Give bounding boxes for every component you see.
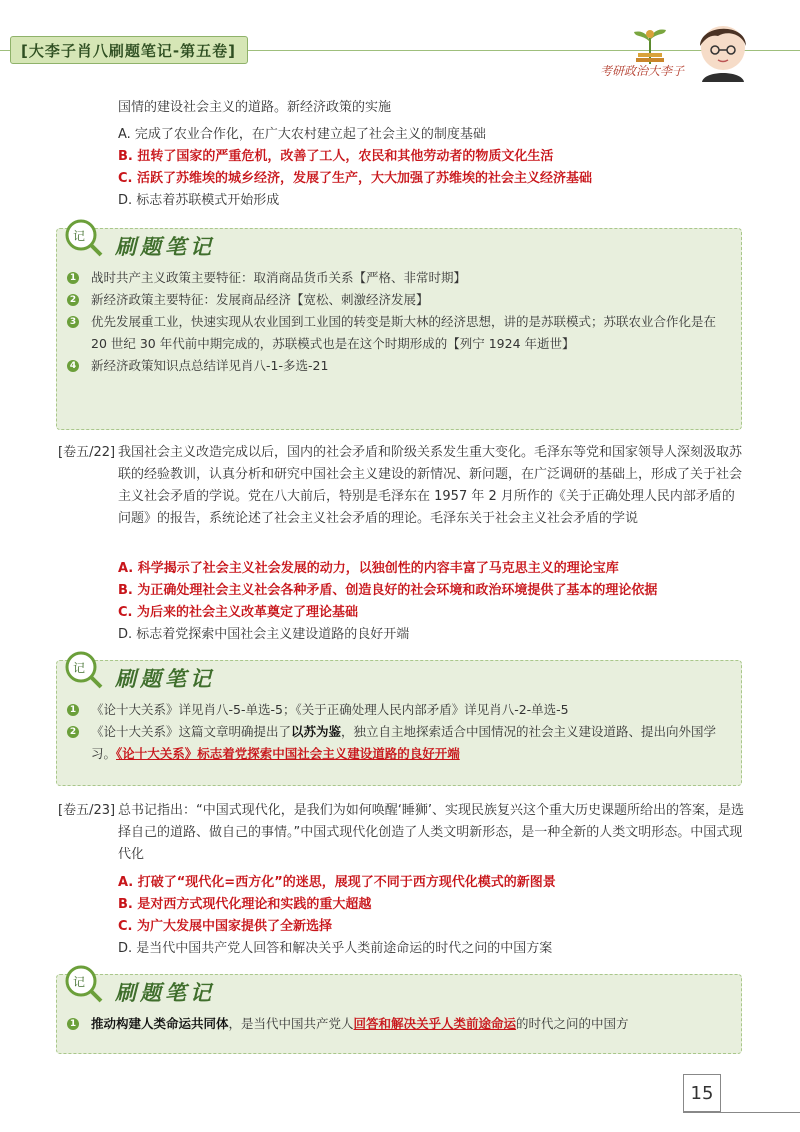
note-item bbox=[67, 289, 725, 311]
svg-text:记: 记 bbox=[73, 229, 86, 243]
note-item-text: 优先发展重工业，快速实现从农业国到工业国的转变是斯大林的经济思想，讲的是苏联模式；苏联农业合作化是在 20 世纪 30 年代前中期完成的，苏联模式也是在这个时期形成的【列宁 1924 年逝世】 bbox=[91, 314, 717, 351]
note-item-text: 《论十大关系》详见肖八-5-单选-5；《关于正确处理人民内部矛盾》详见肖八-2-单选-5 bbox=[91, 702, 569, 717]
question-stem: 总书记指出：“中国式现代化，是我们为如何唤醒‘睡狮’、实现民族复兴这个重大历史课题所给出的答案，是选择自己的道路、做自己的事情。”中国式现代化创造了人类文明新形态，是一种全新的人类文明形态。中国式现代化 bbox=[118, 803, 745, 862]
answer-option: C. 为后来的社会主义改革奠定了理论基础 bbox=[118, 605, 359, 620]
magnifier-note-icon bbox=[63, 217, 105, 259]
note-item-text: 战时共产主义政策主要特征：取消商品货币关系【严格、非常时期】 bbox=[91, 270, 467, 285]
study-note-box-2 bbox=[56, 660, 742, 786]
answer-option: B. 是对西方式现代化理论和实践的重大超越 bbox=[118, 897, 372, 912]
answer-option: D. 标志着苏联模式开始形成 bbox=[118, 193, 280, 208]
bullet-2-icon: 2 bbox=[67, 294, 79, 306]
footer-rule bbox=[683, 1112, 800, 1113]
note-text-lead: 《论十大关系》这篇文章明确提出了 bbox=[91, 724, 292, 739]
note-text-tail: 的时代之问的中国方 bbox=[516, 1016, 629, 1031]
note-item bbox=[67, 355, 725, 377]
note-item bbox=[67, 699, 725, 721]
question-number: [卷五/23] bbox=[58, 803, 116, 818]
study-note-box-1 bbox=[56, 228, 742, 430]
note-highlight: 回答和解决关乎人类前途命运 bbox=[353, 1016, 517, 1031]
note-title: 刷题笔记 bbox=[115, 235, 215, 259]
bullet-1-icon: 1 bbox=[67, 272, 79, 284]
bullet-2-icon: 2 bbox=[67, 726, 79, 738]
page-number: 15 bbox=[683, 1074, 721, 1112]
question-22 bbox=[58, 442, 744, 530]
note-title: 刷题笔记 bbox=[115, 667, 215, 691]
author-avatar-icon bbox=[688, 12, 758, 82]
note-item-text: 新经济政策知识点总结详见肖八-1-多选-21 bbox=[91, 358, 329, 373]
note-item bbox=[67, 1013, 725, 1035]
bullet-3-icon: 3 bbox=[67, 316, 79, 328]
bullet-1-icon: 1 bbox=[67, 1018, 79, 1030]
question-23 bbox=[58, 800, 744, 866]
answer-option: B. 为正确处理社会主义社会各种矛盾、创造良好的社会环境和政治环境提供了基本的理论依据 bbox=[118, 583, 658, 598]
note-keyword: 推动构建人类命运共同体 bbox=[91, 1016, 229, 1031]
note-title: 刷题笔记 bbox=[115, 981, 215, 1005]
q21-options bbox=[118, 124, 592, 212]
answer-option: B. 扭转了国家的严重危机，改善了工人，农民和其他劳动者的物质文化生活 bbox=[118, 149, 554, 164]
answer-option: D. 是当代中国共产党人回答和解决关乎人类前途命运的时代之问的中国方案 bbox=[118, 941, 553, 956]
book-title-banner: [大李子肖八刷题笔记-第五卷] bbox=[10, 36, 248, 64]
study-note-box-3 bbox=[56, 974, 742, 1054]
question-stem: 我国社会主义改造完成以后，国内的社会矛盾和阶级关系发生重大变化。毛泽东等党和国家领导人深刻汲取苏联的经验教训，认真分析和研究中国社会主义建设的新情况、新问题，在广泛调研的基础上，形成了关于社会主义社会矛盾的学说。党在八大前后，特别是毛泽东在 1957 年 2 月所作的《关于正确处理人民内部矛盾的问题》的报告，系统论述了社会主义社会矛盾的理论。毛泽东关于社会主义社会矛盾的学说 bbox=[118, 445, 743, 526]
note-text-body: ，独立自主地探索适合中国情况的社会主义建设道路、提出向外国学习。 bbox=[91, 724, 717, 761]
answer-option: A. 科学揭示了社会主义社会发展的动力，以独创性的内容丰富了马克思主义的理论宝库 bbox=[118, 561, 619, 576]
note-keyword: 以苏为鉴 bbox=[291, 724, 342, 739]
q22-options bbox=[118, 558, 657, 646]
answer-option: C. 活跃了苏维埃的城乡经济，发展了生产，大大加强了苏维埃的社会主义经济基础 bbox=[118, 171, 593, 186]
note-item bbox=[67, 311, 725, 355]
magnifier-note-icon bbox=[63, 649, 105, 691]
answer-option: C. 为广大发展中国家提供了全新选择 bbox=[118, 919, 333, 934]
answer-option: A. 打破了“现代化=西方化”的迷思，展现了不同于西方现代化模式的新图景 bbox=[118, 875, 556, 890]
note-highlight: 《论十大关系》标志着党探索中国社会主义建设道路的良好开端 bbox=[116, 746, 460, 761]
note-item-text: 新经济政策主要特征：发展商品经济【宽松、刺激经济发展】 bbox=[91, 292, 429, 307]
magnifier-note-icon bbox=[63, 963, 105, 1005]
brand-signature: 考研政治大李子 bbox=[600, 64, 685, 78]
note-item bbox=[67, 267, 725, 289]
svg-text:记: 记 bbox=[73, 661, 86, 675]
note-text-body: ，是当代中国共产党人 bbox=[228, 1016, 354, 1031]
q23-options bbox=[118, 872, 556, 960]
bullet-4-icon: 4 bbox=[67, 360, 79, 372]
bullet-1-icon: 1 bbox=[67, 704, 79, 716]
answer-option: A. 完成了农业合作化，在广大农村建立起了社会主义的制度基础 bbox=[118, 127, 486, 142]
answer-option: D. 标志着党探索中国社会主义建设道路的良好开端 bbox=[118, 627, 410, 642]
note-item bbox=[67, 721, 725, 765]
svg-text:记: 记 bbox=[73, 975, 86, 989]
question-number: [卷五/22] bbox=[58, 445, 116, 460]
q21-stem-tail: 国情的建设社会主义的道路。新经济政策的实施 bbox=[118, 100, 392, 115]
